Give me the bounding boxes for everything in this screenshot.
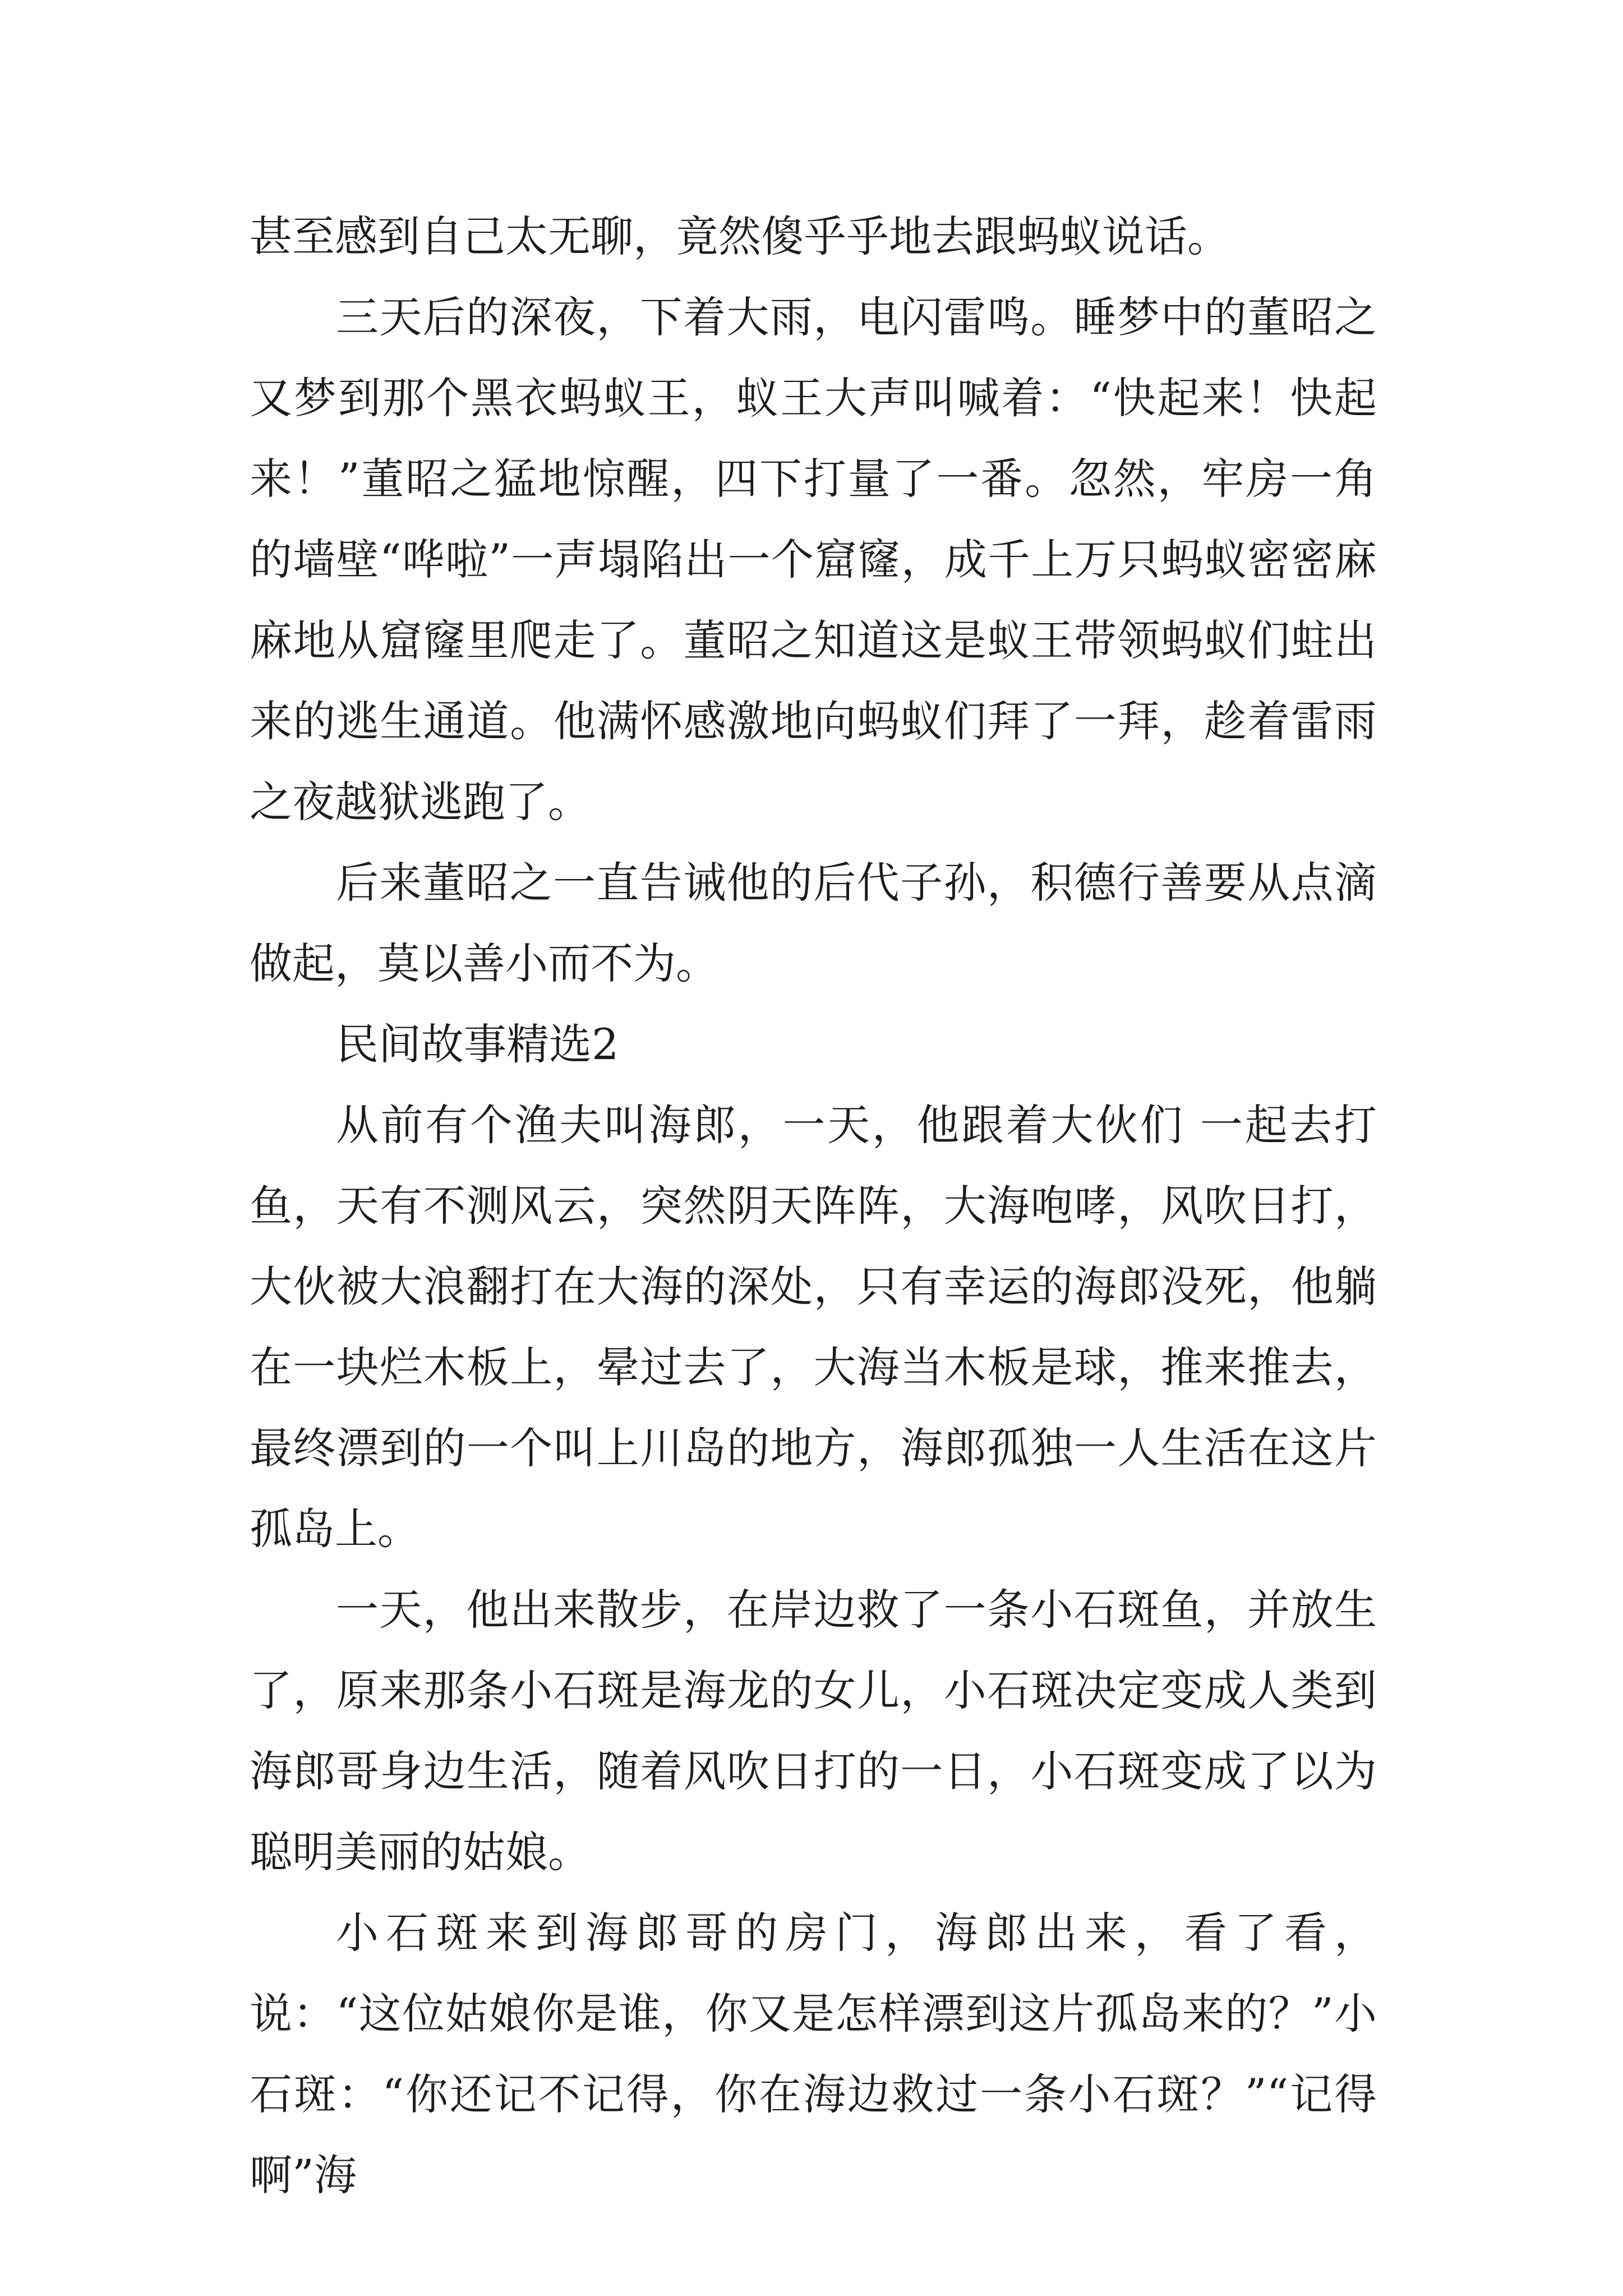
paragraph: 三天后的深夜，下着大雨，电闪雷鸣。睡梦中的董昭之又梦到那个黑衣蚂蚁王，蚁王大声叫喊着：“快起来！快起来！”董昭之猛地惊醒，四下打量了一番。忽然，牢房一角的墙壁“哗啦”一声塌陷出一个窟窿，成千上万只蚂蚁密密麻麻地从窟窿里爬走了。董昭之知道这是蚁王带领蚂蚁们蛀出来的逃生通道。他满怀感激地向蚂蚁们拜了一拜，趁着雷雨之夜越狱逃跑了。 [250, 292, 1377, 827]
paragraph: 一天，他出来散步，在岸边救了一条小石斑鱼，并放生了，原来那条小石斑是海龙的女儿，小石斑决定变成人类到海郎哥身边生活，随着风吹日打的一日，小石斑变成了以为聪明美丽的姑娘。 [250, 1585, 1377, 1877]
paragraph-continued: 甚至感到自己太无聊，竟然傻乎乎地去跟蚂蚁说话。 [250, 211, 1230, 261]
paragraph: 小石斑来到海郎哥的房门，海郎出来，看了看，说：“这位姑娘你是谁，你又是怎样漂到这片孤岛来的？”小石斑：“你还记不记得，你在海边救过一条小石斑？”“记得啊”海 [250, 1908, 1377, 2200]
section-heading: 民间故事精选2 [336, 1019, 619, 1069]
paragraph: 后来董昭之一直告诫他的后代子孙，积德行善要从点滴做起，莫以善小而不为。 [250, 858, 1377, 988]
document-body [250, 196, 1377, 2216]
paragraph: 从前有个渔夫叫海郎，一天，他跟着大伙们 一起去打鱼，天有不测风云，突然阴天阵阵，大海咆哮，风吹日打，大伙被大浪翻打在大海的深处，只有幸运的海郎没死，他躺在一块烂木板上，晕过去了，大海当木板是球，推来推去，最终漂到的一个叫上川岛的地方，海郎孤独一人生活在这片孤岛上。 [250, 1100, 1377, 1554]
